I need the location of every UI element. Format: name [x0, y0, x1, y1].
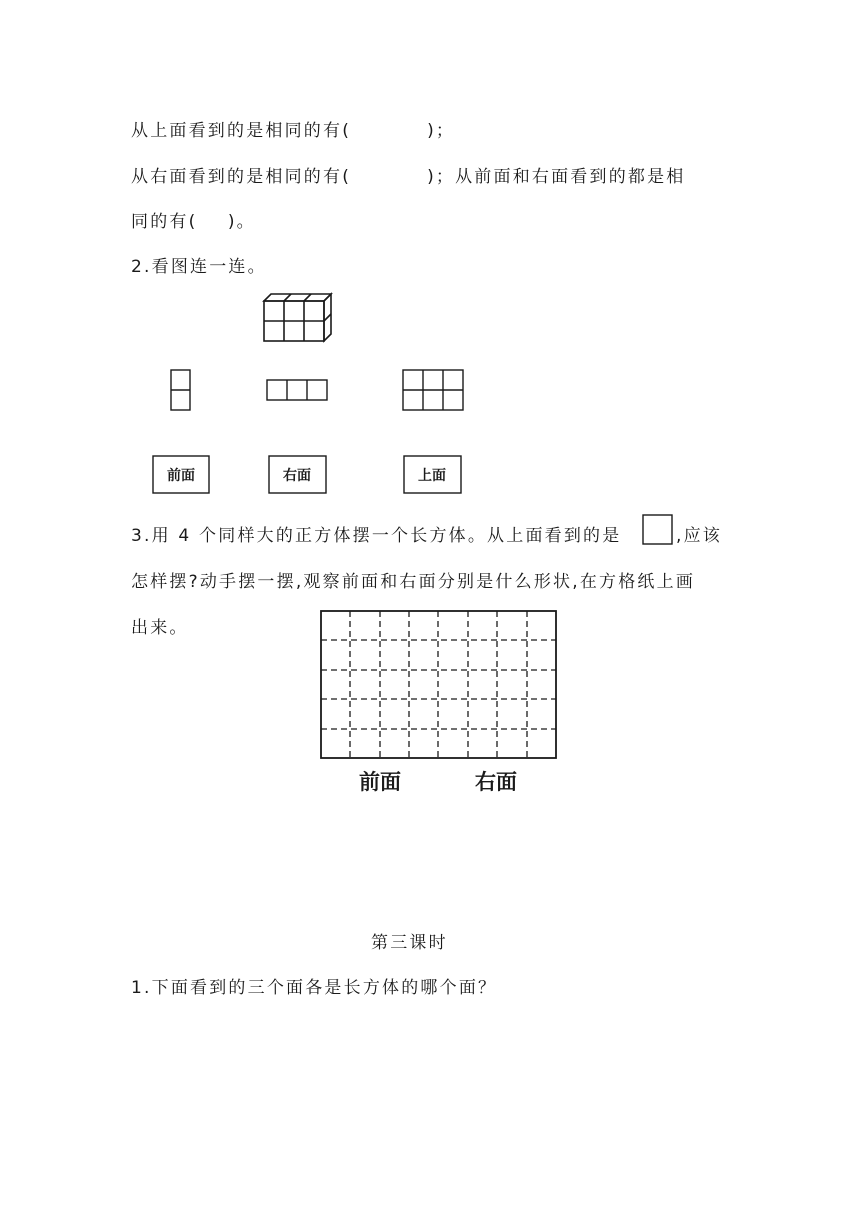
label-top: 上面: [418, 468, 446, 484]
question-3-line2: 怎样摆?动手摆一摆,观察前面和右面分别是什么形状,在方格纸上画: [131, 572, 696, 592]
fill-blank-front-right-view: 同的有( )。: [131, 212, 256, 232]
grid-label-front: 前面: [359, 770, 401, 794]
label-front: 前面: [167, 468, 195, 484]
label-right: 右面: [283, 468, 311, 484]
view-shape-grid: [403, 370, 463, 410]
question-3-line1: 3.用 4 个同样大的正方体摆一个长方体。从上面看到的是: [131, 526, 622, 546]
question-3-line1-end: ,应该: [676, 526, 723, 546]
view-shape-horizontal: [267, 380, 327, 400]
section-question-1: 1.下面看到的三个面各是长方体的哪个面？: [131, 978, 498, 998]
grid-paper: [321, 611, 556, 758]
view-shape-vertical: [171, 370, 190, 410]
small-square-icon: [643, 515, 672, 544]
cuboid-figure: [264, 294, 331, 341]
question-3-line3: 出来。: [131, 618, 189, 638]
fill-blank-right-view: 从右面看到的是相同的有( )；从前面和右面看到的都是相: [131, 167, 686, 187]
question-2-title: 2.看图连一连。: [131, 257, 267, 277]
fill-blank-top-view: 从上面看到的是相同的有( )；: [131, 121, 456, 141]
section-title: 第三课时: [371, 933, 448, 953]
grid-label-right: 右面: [475, 770, 517, 794]
